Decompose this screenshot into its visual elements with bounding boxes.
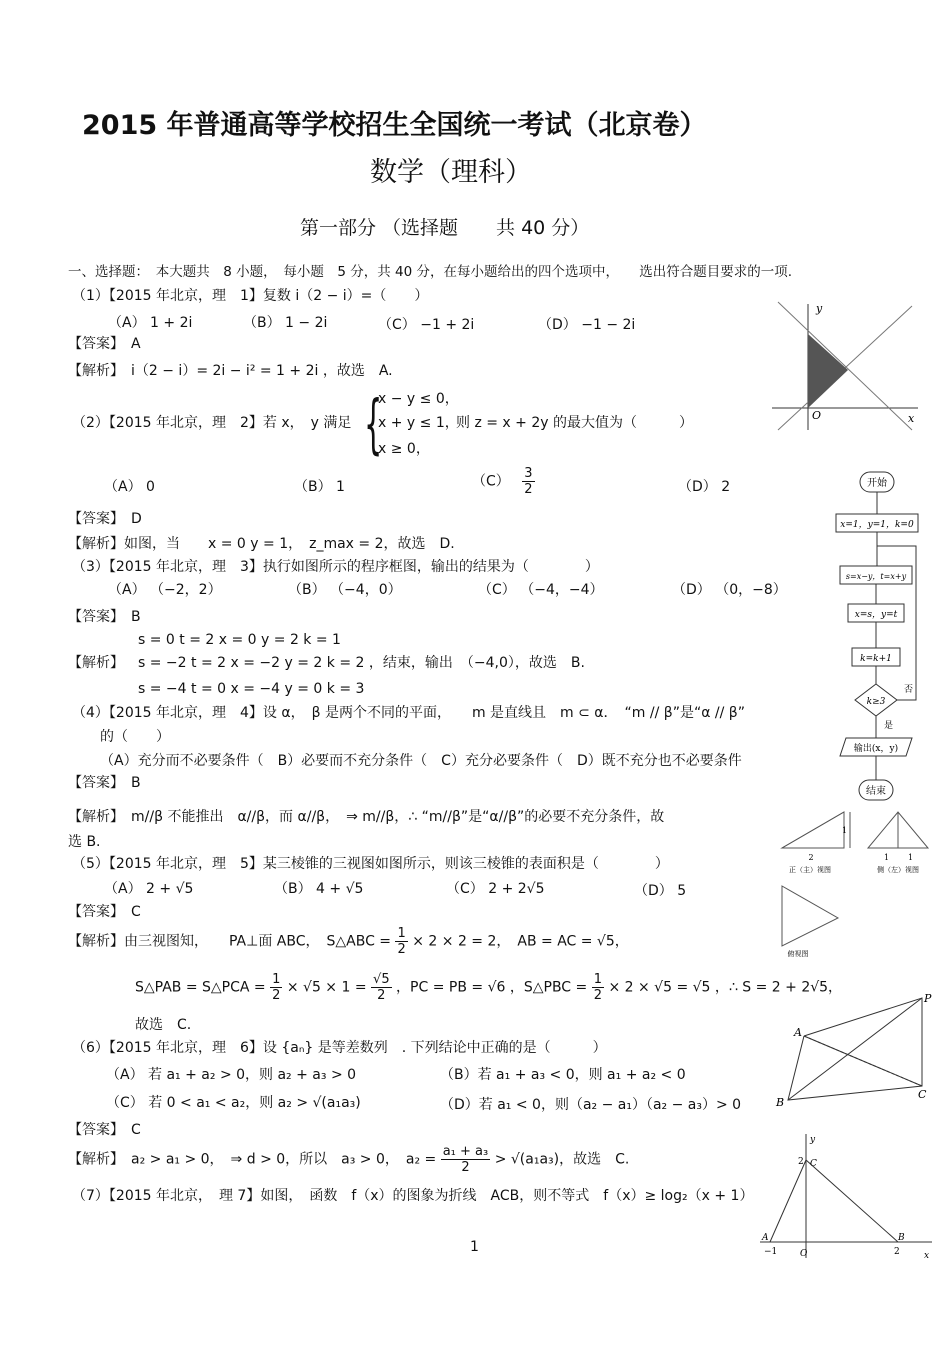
- q5-option-d: （D） 5: [634, 883, 687, 899]
- top-view-label: 俯视图: [787, 950, 809, 958]
- label-c: C: [918, 1088, 927, 1101]
- answer-label: 【答案】: [68, 511, 117, 527]
- region-y-label: y: [816, 302, 823, 315]
- flow-yes-label: 是: [884, 721, 894, 731]
- front-view-dim-2: 2: [808, 853, 814, 862]
- q5-analysis-line-2: [135, 972, 842, 1003]
- option-c-label: （C）: [472, 473, 510, 490]
- answer-value: B: [131, 609, 141, 625]
- graph-y-label: y: [810, 1135, 816, 1145]
- flow-end-label: 结束: [866, 786, 886, 797]
- graph-tick-2x: 2: [894, 1247, 900, 1257]
- q4-answer: [68, 774, 141, 792]
- q5-analysis-line-3: 故选 C.: [135, 1017, 192, 1033]
- q1-option-d: （D） −1 − 2i: [538, 317, 636, 333]
- q4-stem: （4）【2015 年北京，理 4】设 α， β 是两个不同的平面， m 是直线且 m ⊂ α． “m // β”是“α // β”: [72, 705, 745, 721]
- fraction-numerator: 3: [524, 466, 533, 481]
- flow-assign2-label: x=s，y=t: [854, 610, 898, 620]
- region-figure: [772, 298, 922, 438]
- q6-option-d: （D）若 a₁ < 0，则（a₂ − a₁）（a₂ − a₃）> 0: [440, 1097, 742, 1113]
- q1-stem: （1）【2015 年北京，理 1】复数 i（2 − i）=（ ）: [72, 288, 429, 304]
- fraction: [592, 972, 604, 1003]
- option-c-fraction: [522, 466, 534, 497]
- fraction-denominator: 2: [593, 988, 602, 1003]
- flow-init-label: x=1，y=1，k=0: [840, 520, 914, 530]
- q5-analysis-line-1: [68, 926, 629, 957]
- q3-analysis-line-3: s = −4 t = 0 x = −4 y = 0 k = 3: [138, 681, 365, 697]
- fraction-numerator: 1: [272, 972, 281, 987]
- graph-tick-neg1: −1: [764, 1247, 778, 1257]
- q1-option-b: （B） 1 − 2i: [243, 315, 328, 331]
- fraction: [395, 926, 407, 957]
- q2-option-d: （D） 2: [678, 479, 731, 495]
- q6-stem: （6）【2015 年北京，理 6】设 {aₙ} 是等差数列 . 下列结论中正确的是（ ）: [72, 1040, 607, 1056]
- exam-title: 2015 年普通高等学校招生全国统一考试（北京卷）: [82, 110, 707, 141]
- flow-inc-label: k=k+1: [860, 654, 892, 664]
- exam-subtitle: 数学（理科）: [370, 157, 532, 188]
- analysis-label: 【解析】: [68, 363, 117, 379]
- answer-label: 【答案】: [68, 609, 117, 625]
- flowchart-figure: [830, 468, 940, 808]
- q4-options: （A）充分而不必要条件（ B）必要而不充分条件（ C）充分必要条件（ D）既不充分也不必要条件: [100, 753, 742, 769]
- three-views-figure: [776, 808, 946, 958]
- part-title: 第一部分 （选择题 共 40 分）: [300, 217, 590, 239]
- fraction-denominator: 2: [524, 482, 533, 497]
- q5-answer: [68, 903, 141, 921]
- feasible-region: [808, 334, 848, 408]
- graph-polyline-acb: [770, 1160, 898, 1242]
- graph-x-label: x: [924, 1251, 930, 1261]
- answer-value: B: [131, 775, 141, 791]
- q2-stem: （2）【2015 年北京，理 2】若 x， y 满足: [72, 415, 352, 431]
- q6-option-b: （B）若 a₁ + a₃ < 0，则 a₁ + a₂ < 0: [440, 1067, 686, 1083]
- function-graph-figure: [756, 1130, 936, 1265]
- analysis-text: i（2 − i）= 2i − i² = 1 + 2i ，故选 A.: [131, 363, 393, 379]
- q4-stem-2: 的（ ）: [100, 729, 170, 745]
- analysis-text: ，PC = PB = √6 ，S△PBC =: [396, 979, 588, 996]
- front-view-dim-1: 1: [842, 826, 848, 835]
- q6-analysis: [68, 1144, 629, 1175]
- q2-condition-1: x − y ≤ 0，: [378, 391, 459, 407]
- q1-option-c: （C） −1 + 2i: [378, 317, 475, 333]
- graph-point-b: B: [898, 1233, 905, 1243]
- page-number: 1: [470, 1239, 479, 1255]
- q6-option-a: （A） 若 a₁ + a₂ > 0，则 a₂ + a₃ > 0: [106, 1067, 357, 1083]
- fraction: [441, 1144, 491, 1175]
- graph-tick-2y: 2: [798, 1157, 804, 1167]
- top-view-shape: [782, 886, 838, 946]
- fraction-denominator: 2: [397, 942, 406, 957]
- q2-option-c: [472, 466, 535, 497]
- q1-answer: [68, 335, 141, 353]
- side-view-dim-right: 1: [908, 853, 914, 862]
- side-view-label: 侧（左）视图: [877, 866, 919, 874]
- fraction-numerator: √5: [373, 972, 390, 987]
- q5-option-b: （B） 4 + √5: [274, 881, 364, 897]
- q3-stem: （3）【2015 年北京，理 3】执行如图所示的程序框图，输出的结果为（ ）: [72, 559, 599, 575]
- fraction-denominator: 2: [461, 1160, 470, 1175]
- region-origin-label: O: [812, 409, 822, 422]
- q7-stem: （7）【2015 年北京， 理 7】如图， 函数 f（x）的图象为折线 ACB，则不等式 f（x）≥ log₂（x + 1）: [72, 1188, 754, 1204]
- section-intro: 一、选择题： 本大题共 8 小题， 每小题 5 分，共 40 分，在每小题给出的四个选项中， 选出符合题目要求的一项.: [68, 264, 793, 280]
- q6-answer: [68, 1121, 141, 1139]
- fraction: [270, 972, 282, 1003]
- analysis-text: × 2 × 2 = 2， AB = AC = √5，: [412, 933, 629, 950]
- flow-assign1-label: s=x−y，t=x+y: [845, 572, 907, 581]
- q2-condition-3: x ≥ 0，: [378, 441, 430, 457]
- q2-stem-post: 则 z = x + 2y 的最大值为（ ）: [456, 415, 693, 431]
- analysis-text: × 2 × √5 = √5 ，∴ S = 2 + 2√5，: [608, 979, 843, 996]
- tetrahedron-figure: [772, 990, 937, 1110]
- analysis-text: × √5 × 1 =: [286, 979, 367, 996]
- q3-analysis-line-1: s = 0 t = 2 x = 0 y = 2 k = 1: [138, 632, 341, 648]
- q2-answer: [68, 510, 142, 528]
- q3-option-c: （C） （−4，−4）: [478, 582, 604, 598]
- region-x-label: x: [908, 412, 915, 425]
- fraction-numerator: 1: [397, 926, 406, 941]
- q2-brace: {: [364, 388, 383, 462]
- q1-analysis: [68, 362, 393, 380]
- fraction: [371, 972, 392, 1003]
- tetra-edge-bp: [788, 998, 922, 1100]
- fraction-denominator: 2: [377, 988, 386, 1003]
- q5-option-a: （A） 2 + √5: [104, 881, 194, 897]
- fraction-numerator: a₁ + a₃: [442, 1144, 489, 1159]
- label-a: A: [794, 1026, 802, 1039]
- front-view-label: 正（主）视图: [789, 866, 831, 874]
- answer-value: C: [131, 1122, 141, 1138]
- graph-point-c: C: [810, 1159, 817, 1169]
- q4-analysis-2: 选 B.: [68, 834, 101, 850]
- answer-label: 【答案】: [68, 336, 117, 352]
- analysis-text: S△PAB = S△PCA =: [135, 979, 266, 996]
- answer-value: A: [131, 336, 141, 352]
- q3-option-d: （D） （0，−8）: [672, 582, 787, 598]
- q5-stem: （5）【2015 年北京，理 5】某三棱锥的三视图如图所示，则该三棱锥的表面积是（ ）: [72, 856, 669, 872]
- flow-cond-label: k≥3: [866, 697, 886, 707]
- flow-no-label: 否: [904, 685, 914, 695]
- q2-condition-2: x + y ≤ 1，: [378, 415, 459, 431]
- answer-label: 【答案】: [68, 1122, 117, 1138]
- label-p: P: [924, 992, 932, 1005]
- answer-value: C: [131, 904, 141, 920]
- q2-option-b: （B） 1: [294, 479, 345, 495]
- answer-value: D: [131, 511, 142, 527]
- q3-option-a: （A） （−2，2）: [108, 582, 222, 598]
- q3-option-b: （B） （−4，0）: [288, 582, 402, 598]
- q1-option-a: （A） 1 + 2i: [108, 315, 193, 331]
- q3-answer: [68, 608, 141, 626]
- fraction-numerator: 1: [593, 972, 602, 987]
- q3-analysis-line-2: s = −2 t = 2 x = −2 y = 2 k = 2 ，结束，输出 （−4,0），故选 B.: [138, 655, 585, 671]
- analysis-text: 【解析】由三视图知， PA⊥面 ABC， S△ABC =: [68, 933, 392, 950]
- graph-origin-label: O: [800, 1249, 808, 1259]
- answer-label: 【答案】: [68, 904, 117, 920]
- q2-analysis: 【解析】如图，当 x = 0 y = 1， z_max = 2，故选 D.: [68, 536, 455, 552]
- q5-option-c: （C） 2 + 2√5: [446, 881, 545, 897]
- answer-label: 【答案】: [68, 775, 117, 791]
- flow-output-label: 输出(x，y): [853, 744, 899, 754]
- fraction-denominator: 2: [272, 988, 281, 1003]
- label-b: B: [776, 1096, 785, 1109]
- flow-start-label: 开始: [867, 478, 887, 489]
- q3-analysis-label: 【解析】: [68, 655, 124, 671]
- q6-option-c: （C） 若 0 < a₁ < a₂，则 a₂ > √(a₁a₃): [106, 1095, 361, 1111]
- analysis-text: > √(a₁a₃)，故选 C.: [494, 1151, 630, 1168]
- q4-analysis: 【解析】 m//β 不能推出 α//β，而 α//β， ⇒ m//β，∴ “m//β”是“α//β”的必要不充分条件，故: [68, 809, 665, 825]
- graph-point-a: A: [762, 1233, 769, 1243]
- side-view-dim-left: 1: [884, 853, 890, 862]
- q2-option-a: （A） 0: [104, 479, 155, 495]
- analysis-text: 【解析】 a₂ > a₁ > 0， ⇒ d > 0，所以 a₃ > 0， a₂ =: [68, 1151, 437, 1168]
